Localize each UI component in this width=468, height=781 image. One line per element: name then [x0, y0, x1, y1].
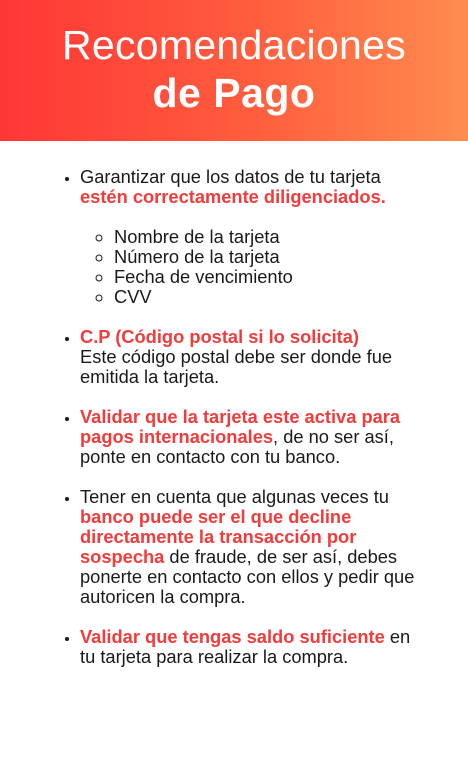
item-text: Tener en cuenta que algunas veces tu: [80, 486, 389, 507]
recommendations-content: [0, 167, 468, 687]
card-data-sublist: [80, 227, 425, 307]
sublist-item-expiry-date: ◦ Fecha de vencimiento: [114, 267, 425, 287]
header-banner: [0, 0, 468, 141]
page-title-line2: de Pago: [152, 70, 316, 116]
sublist-item-cvv: ◦ CVV: [114, 287, 425, 307]
item-text: de fraude, de ser así, debes ponerte en contacto con ellos y pedir que autoricen la compra.: [80, 546, 415, 607]
item-text: Este código postal debe ser donde fue emitida la tarjeta.: [80, 346, 393, 387]
item-highlight: C.P (Código postal si lo solicita): [80, 326, 359, 347]
list-item-sufficient-balance: [80, 627, 425, 667]
sublist-item-card-number: ◦ Número de la tarjeta: [114, 247, 425, 267]
item-text: en tu tarjeta para realizar la compra.: [80, 626, 411, 667]
item-highlight: Validar que tengas saldo suficiente: [80, 626, 385, 647]
list-item-card-active: [80, 407, 425, 467]
item-highlight: banco puede ser el que decline directamente la transacción por sospecha: [80, 506, 357, 567]
sublist-item-card-name: ◦ Nombre de la tarjeta: [114, 227, 425, 247]
list-item-postal-code: [80, 327, 425, 387]
recommendations-list: [0, 167, 425, 667]
item-text: Garantizar que los datos de tu tarjeta: [80, 166, 381, 187]
page-title-line1: Recomendaciones: [61, 22, 407, 68]
item-highlight: estén correctamente diligenciados.: [80, 186, 386, 207]
list-item-data-complete: [80, 167, 425, 307]
list-item-bank-decline: [80, 487, 425, 607]
item-text: , de no ser así, ponte en contacto con tu banco.: [80, 426, 394, 467]
item-highlight: Validar que la tarjeta este activa para pagos internacionales: [80, 406, 401, 447]
